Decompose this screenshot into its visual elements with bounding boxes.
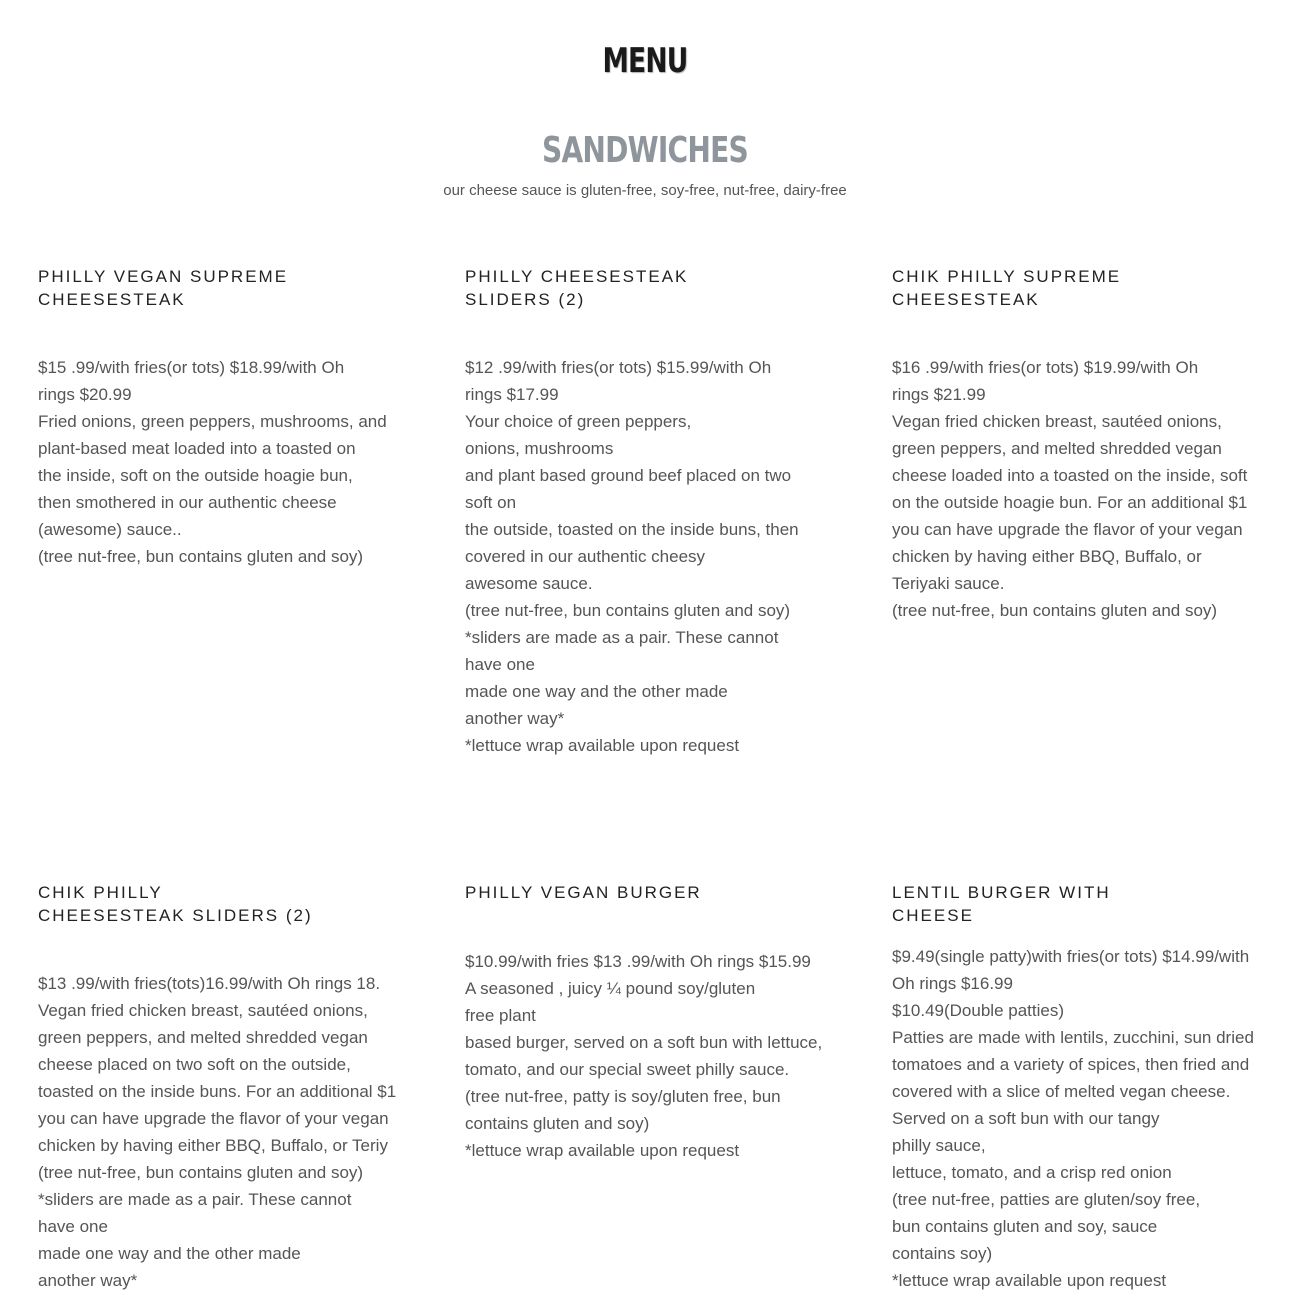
menu-item-name: PHILLY VEGAN BURGER <box>465 883 702 902</box>
menu-item-description: $10.99/with fries $13 .99/with Oh rings $15.99 A seasoned , juicy ¼ pound soy/gluten free plant based burger, served on a soft bun with lettuce, tomato, and our special sweet philly sauce. (tree nut-free, patty is soy/gluten free, bun contains gluten and soy) *lettuce wrap available upon request <box>465 952 823 1160</box>
menu-item <box>892 881 1262 927</box>
section-note: our cheese sauce is gluten-free, soy-free, nut-free, dairy-free <box>443 182 847 199</box>
menu-item-name: PHILLY CHEESESTEAK SLIDERS (2) <box>465 267 689 309</box>
menu-item-name: CHIK PHILLY SUPREME CHEESESTEAK <box>892 267 1122 309</box>
menu-item-description: $15 .99/with fries(or tots) $18.99/with Oh rings $20.99 Fried onions, green peppers, mushrooms, and plant-based meat loaded into a toasted on the inside, soft on the outside hoagie bun, then smothered in our authentic cheese (awesome) sauce.. (tree nut-free, bun contains gluten and soy) <box>38 358 387 566</box>
menu-item <box>38 881 408 927</box>
menu-item <box>38 265 408 311</box>
menu-item-name: PHILLY VEGAN SUPREME CHEESESTEAK <box>38 267 289 309</box>
menu-item <box>465 265 835 311</box>
menu-item-description: $16 .99/with fries(or tots) $19.99/with Oh rings $21.99 Vegan fried chicken breast, sautéed onions, green peppers, and melted shredded vegan cheese loaded into a toasted on the inside, soft on the outside hoagie bun. For an additional $1 you can have upgrade the flavor of your vegan chicken by having either BBQ, Buffalo, or Teriyaki sauce. (tree nut-free, bun contains gluten and soy) <box>892 358 1248 620</box>
menu-item-description: $13 .99/with fries(tots)16.99/with Oh rings 18. Vegan fried chicken breast, sautéed onions, green peppers, and melted shredded vegan cheese placed on two soft on the outside, toasted on the inside buns. For an additional $1 you can have upgrade the flavor of your vegan chicken by having either BBQ, Buffalo, or Teriy (tree nut-free, bun contains gluten and soy) *sliders are made as a pair. These cannot have one made one way and the other made another way* <box>38 974 397 1290</box>
menu-item-name: CHIK PHILLY CHEESESTEAK SLIDERS (2) <box>38 883 313 925</box>
menu-item-description: $9.49(single patty)with fries(or tots) $14.99/with Oh rings $16.99 $10.49(Double patties) Patties are made with lentils, zucchini, sun dried tomatoes and a variety of spices, then fried and covered with a slice of melted vegan cheese. Served on a soft bun with our tangy philly sauce, lettuce, tomato, and a crisp red onion (tree nut-free, patties are gluten/soy free, bun contains gluten and soy, sauce contains soy) *lettuce wrap available upon request <box>892 947 1254 1290</box>
menu-item <box>892 265 1262 311</box>
menu-item <box>465 881 835 904</box>
page-title: MENU <box>602 41 688 81</box>
menu-item-description: $12 .99/with fries(or tots) $15.99/with Oh rings $17.99 Your choice of green peppers, onions, mushrooms and plant based ground beef placed on two soft on the outside, toasted on the inside buns, then covered in our authentic cheesy awesome sauce. (tree nut-free, bun contains gluten and soy) *sliders are made as a pair. These cannot have one made one way and the other made another way* *lettuce wrap available upon request <box>465 358 799 755</box>
menu-item-name: LENTIL BURGER WITH CHEESE <box>892 883 1111 925</box>
section-title: SANDWICHES <box>542 130 748 171</box>
